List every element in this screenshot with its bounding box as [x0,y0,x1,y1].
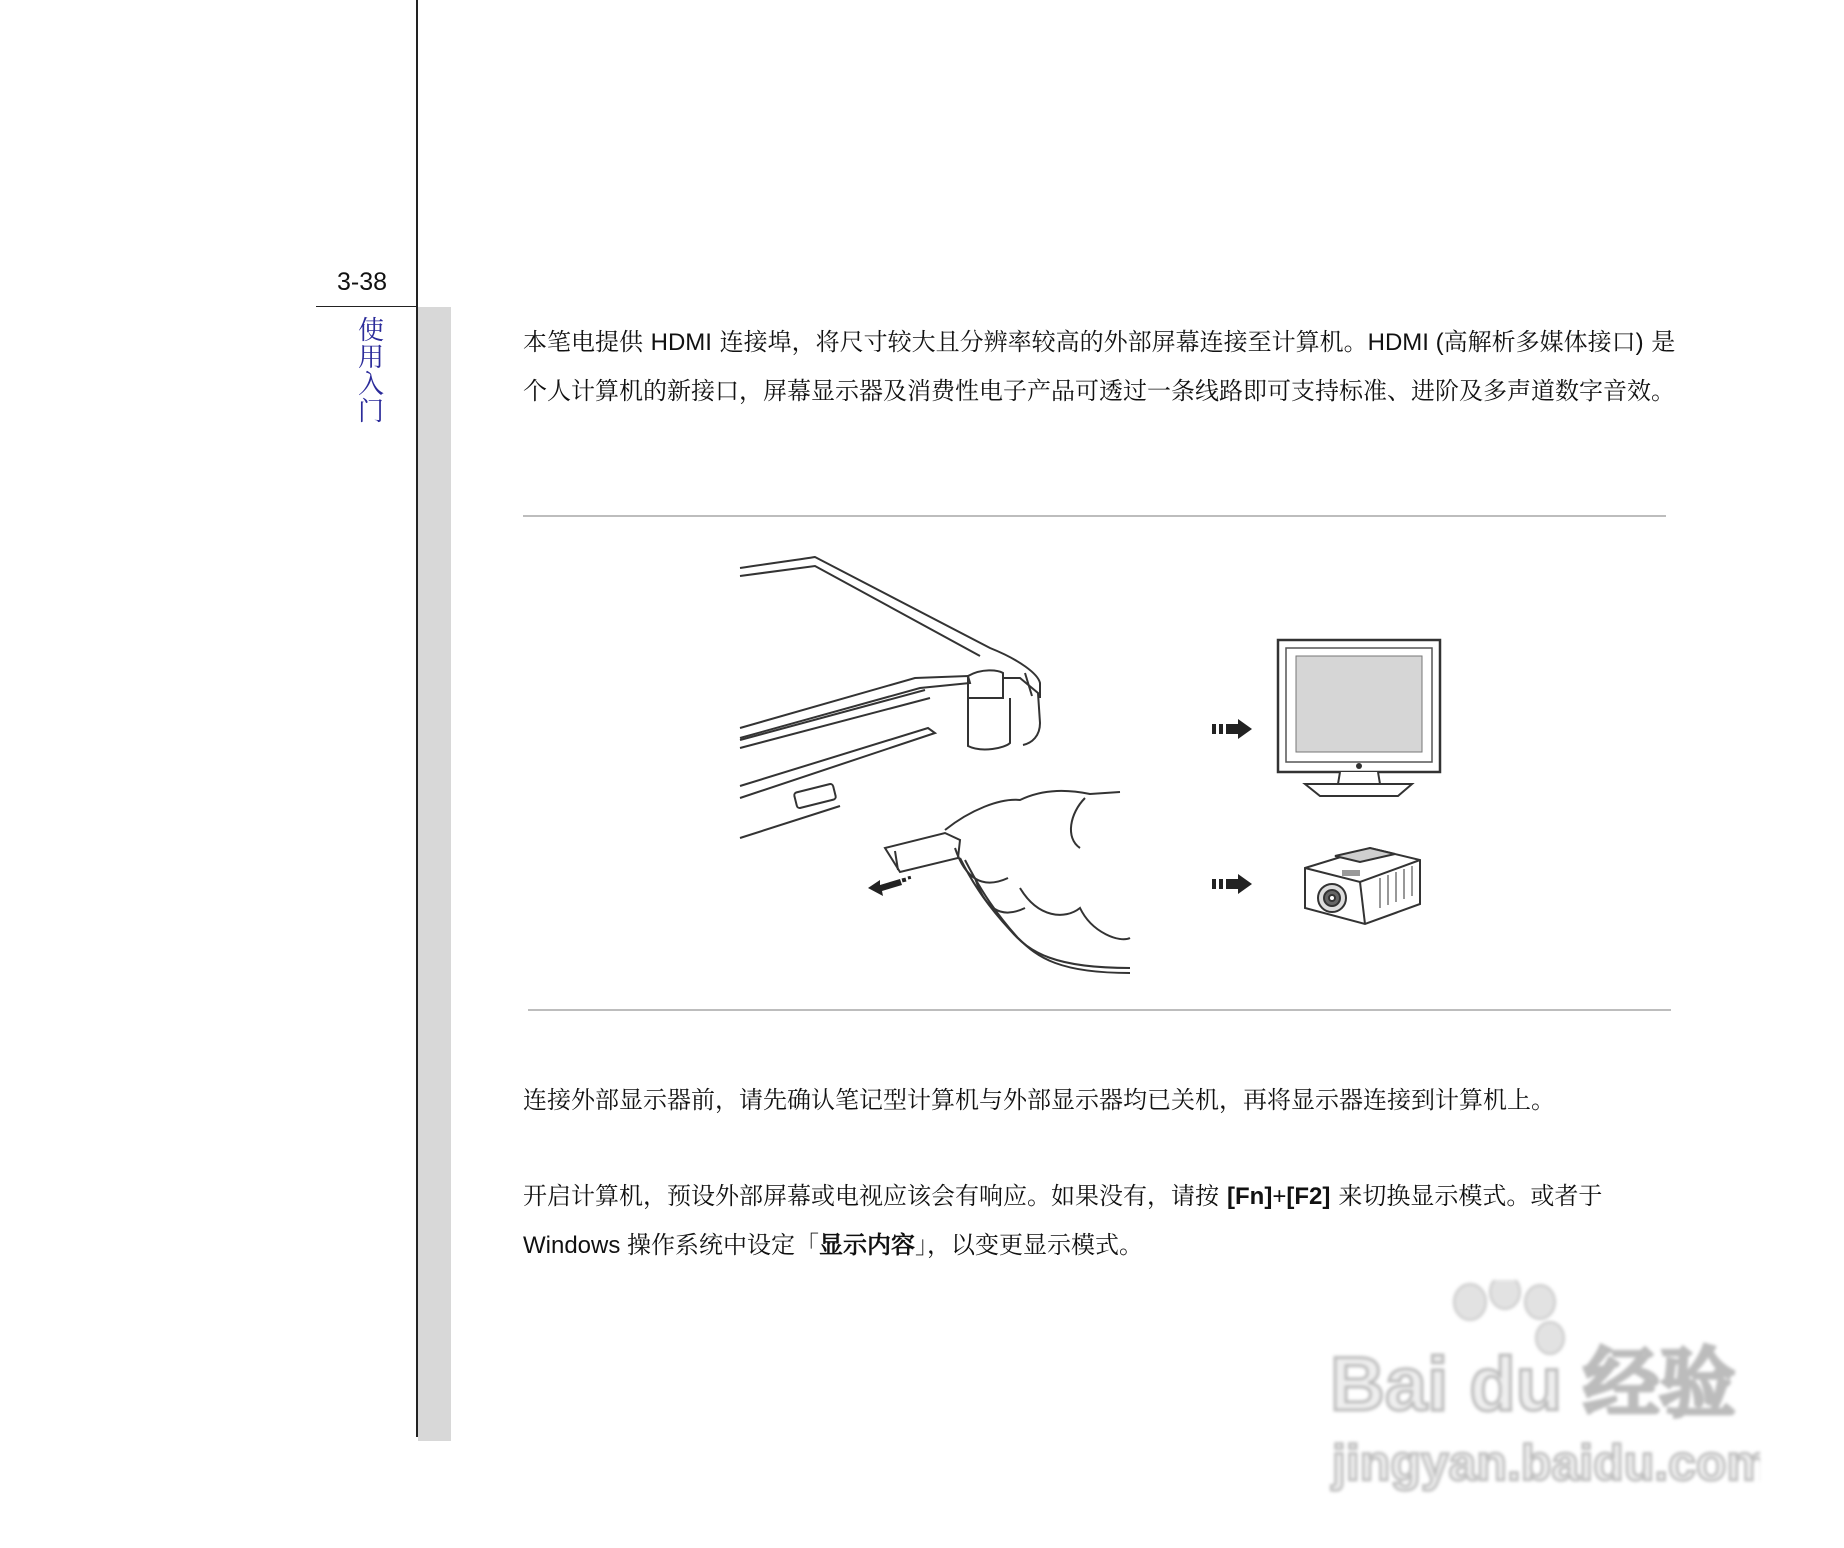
laptop-illustration [740,557,1040,838]
figure-bottom-rule [528,1009,1671,1011]
key-f2: [F2] [1286,1183,1331,1210]
intro-text-3: 高解析多媒体接口 [1443,328,1636,356]
arrow-to-projector [1212,874,1252,894]
step2-text-1: 开启计算机，预设外部屏幕或电视应该会有响应。如果没有，请按 [523,1182,1219,1210]
step2-windows: Windows [523,1232,628,1259]
intro-paren: ) [1635,329,1644,356]
intro-hdmi-1: HDMI [650,329,712,356]
intro-hdmi-2: HDMI ( [1367,329,1444,356]
figure-top-rule [523,515,1666,517]
chapter-label: 使用入门 [357,316,384,427]
step2-paragraph [523,1172,1683,1270]
key-fn: [Fn] [1227,1183,1273,1210]
page-number-underline [316,306,417,307]
hand-with-hdmi-plug [885,791,1130,973]
intro-text-1: 本笔电提供 [523,328,651,356]
step2-text-4: 」，以变更显示模式。 [915,1231,1144,1259]
intro-text-4: 是个人计算机的新接口，屏幕显示器及消费性电子产品可透过一条线路即可支持标准、进阶及多声道数字音效。 [523,328,1676,405]
intro-text-2: 连接埠，将尺寸较大且分辨率较高的外部屏幕连接至计算机。 [711,328,1368,356]
hdmi-connection-figure [720,548,1480,978]
watermark-url: jingyan.baidu.com [1332,1435,1760,1491]
watermark-brand: Bai du 经验 [1330,1342,1736,1427]
intro-paragraph [523,318,1683,415]
page-number: 3-38 [337,268,388,296]
projector-icon [1305,848,1420,924]
margin-tab [418,307,451,1441]
step2-text-2: 来切换显示模式。或者于 [1338,1182,1603,1210]
baidu-watermark [1320,1280,1760,1500]
insert-arrow [868,876,911,896]
display-content-term: 显示内容 [819,1230,916,1259]
arrow-to-tv [1212,719,1252,739]
key-plus: + [1272,1183,1287,1210]
step2-text-3: 操作系统中设定「 [627,1231,820,1259]
step1-paragraph: 连接外部显示器前，请先确认笔记型计算机与外部显示器均已关机，再将显示器连接到计算机上。 [523,1086,1555,1114]
tv-icon [1278,640,1440,796]
